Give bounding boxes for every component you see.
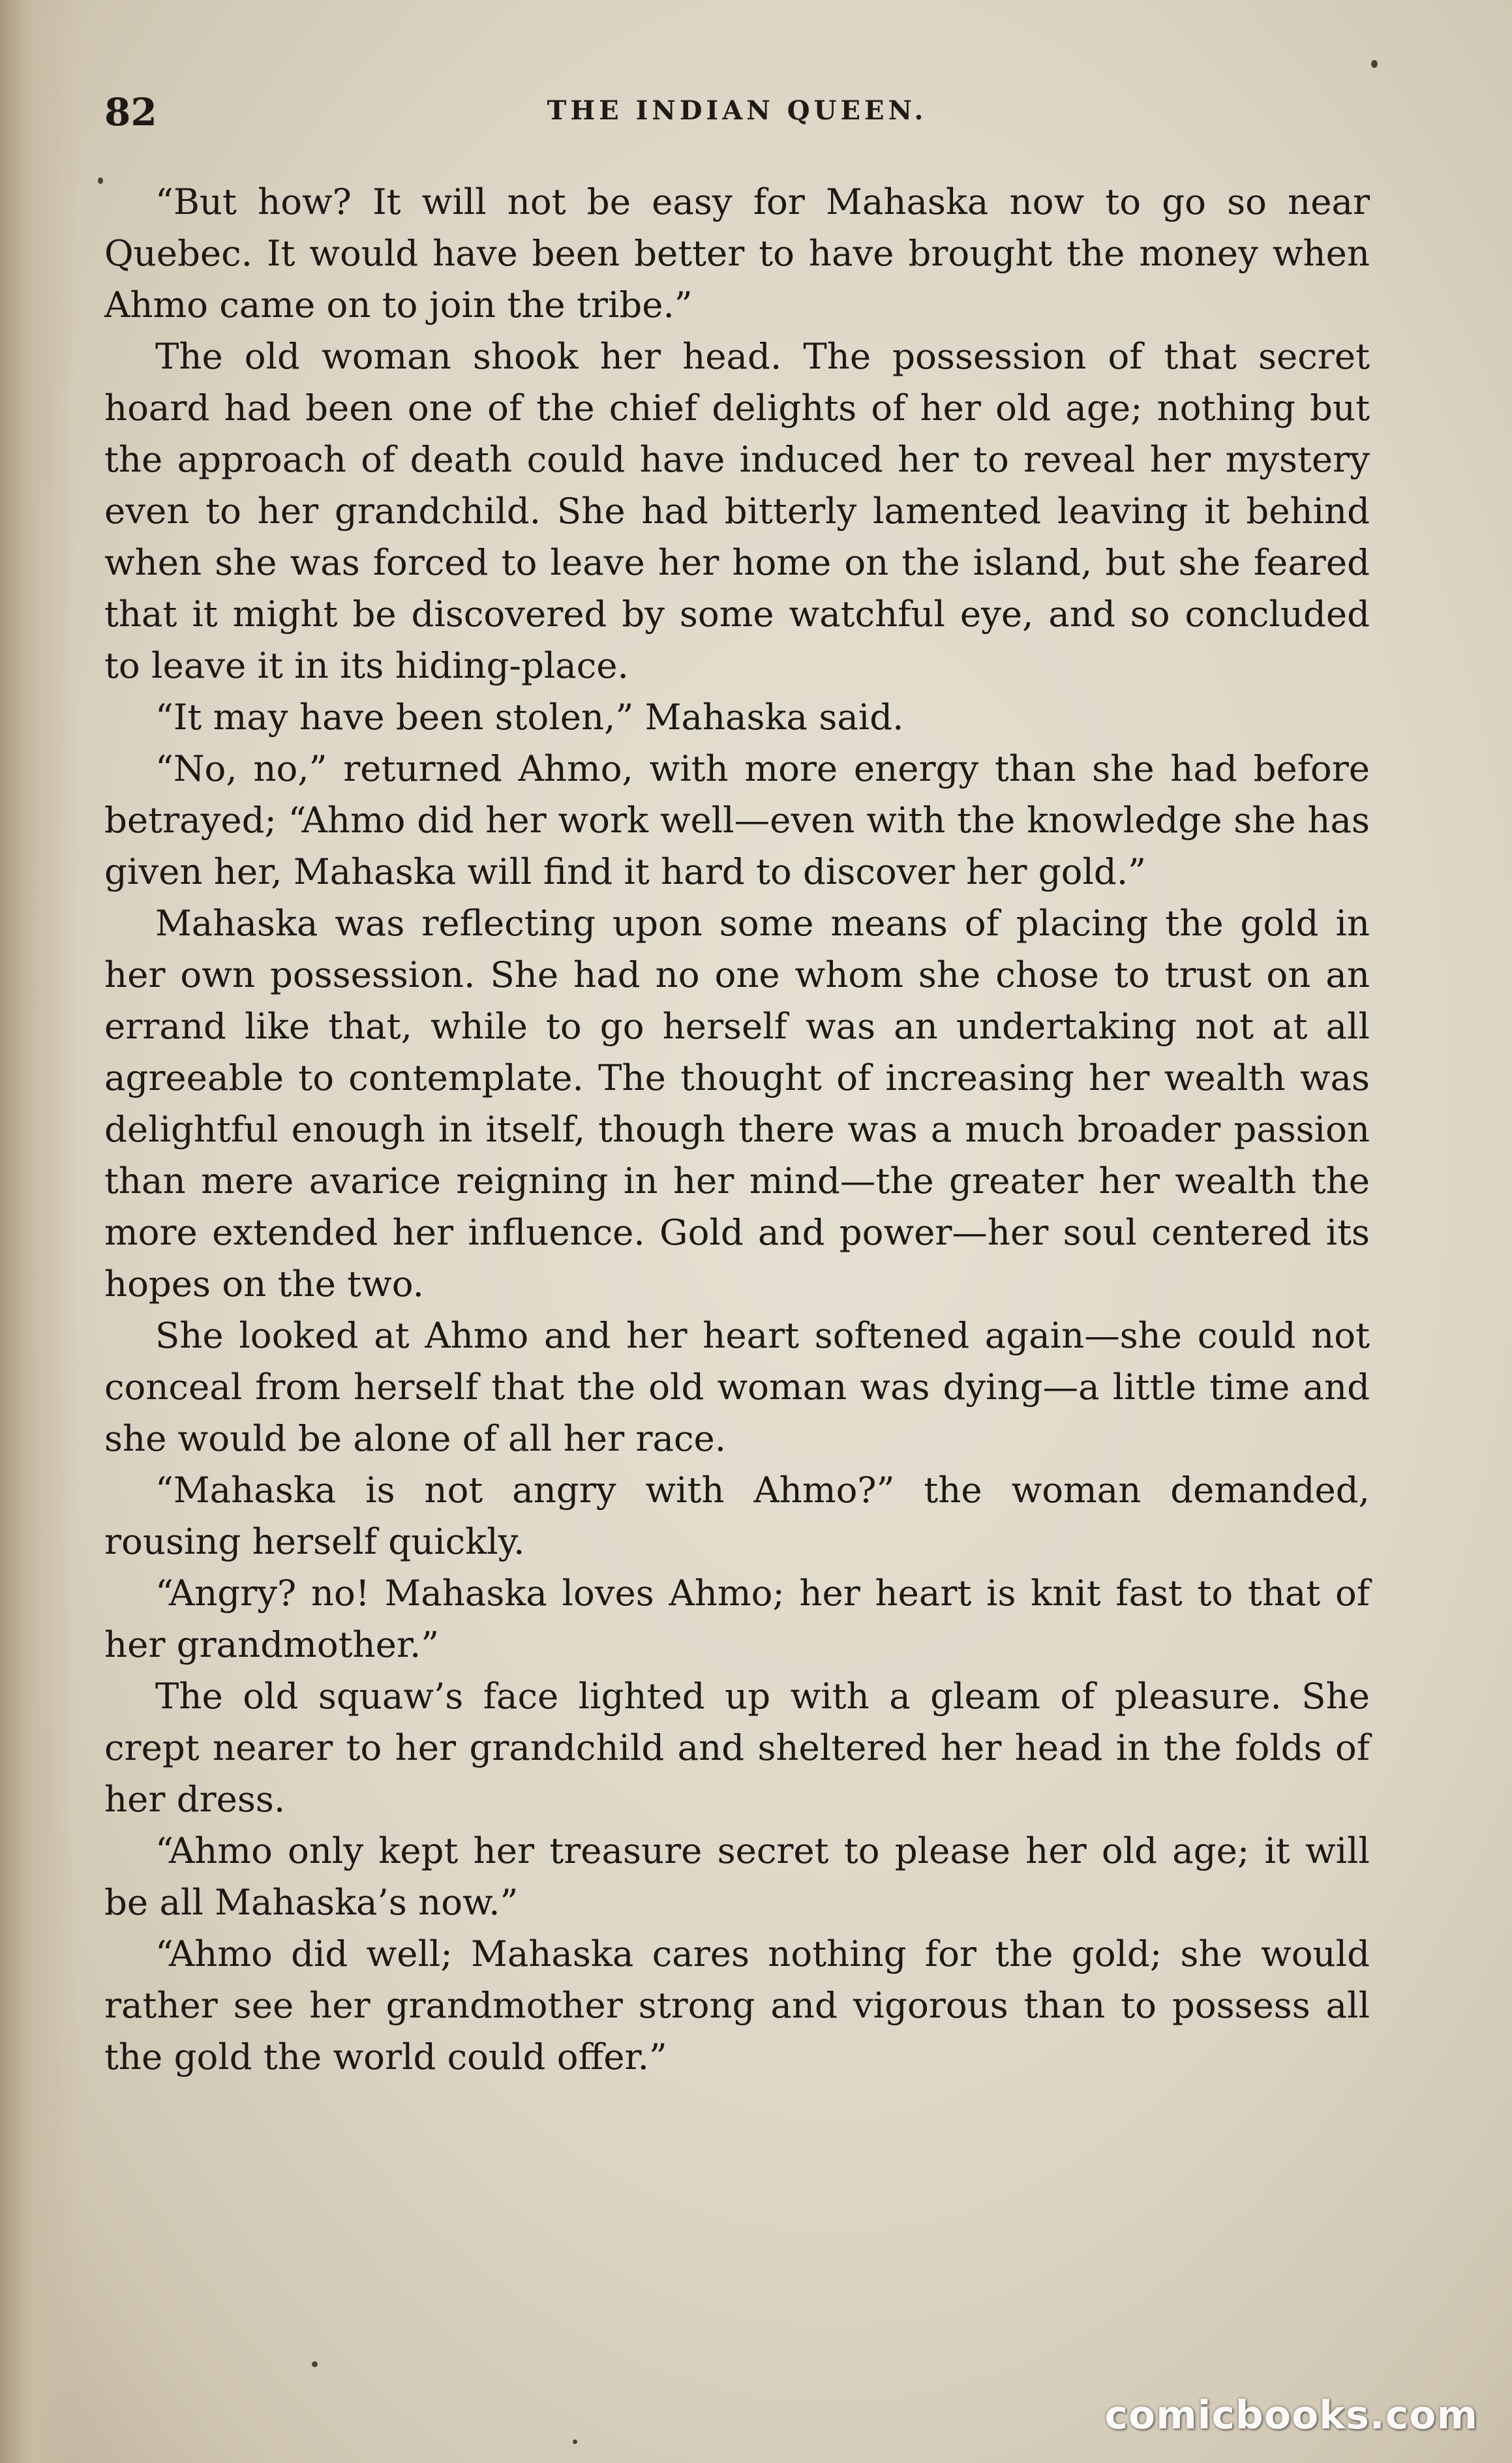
paragraph: Mahaska was reflecting upon some means of placing the gold in her own possession. She had no one whom she chose to trust on an errand like that, while to go herself was an undertaking not at all agreeable to contemplate. The thought of increasing her wealth was delightful enough in itself, though there was a much broader passion than mere avarice reigning in her mind—the greater her wealth the more extended her influence. Gold and power—her soul centered its hopes on the two. bbox=[104, 902, 1370, 1305]
paragraph: She looked at Ahmo and her heart softened again—she could not conceal from herself that the old woman was dying—a little time and she would be alone of all her race. bbox=[104, 1314, 1370, 1459]
paragraph: “Angry? no! Mahaska loves Ahmo; her heart is knit fast to that of her grandmother.” bbox=[104, 1572, 1370, 1665]
running-head: THE INDIAN QUEEN. bbox=[547, 95, 928, 126]
paragraph: The old squaw’s face lighted up with a gleam of pleasure. She crept nearer to her grandchild and sheltered her head in the folds of her dress. bbox=[104, 1675, 1370, 1820]
page-header bbox=[104, 78, 1370, 144]
paragraph: “Ahmo only kept her treasure secret to please her old age; it will be all Mahaska’s now.” bbox=[104, 1830, 1370, 1923]
body-text bbox=[104, 176, 1370, 2083]
page-number: 82 bbox=[104, 90, 157, 134]
paragraph: “It may have been stolen,” Mahaska said. bbox=[155, 696, 904, 738]
ink-speck bbox=[1371, 60, 1378, 68]
ink-speck bbox=[312, 2361, 318, 2367]
ink-speck bbox=[98, 177, 103, 184]
paragraph: “Mahaska is not angry with Ahmo?” the woman demanded, rousing herself quickly. bbox=[104, 1469, 1370, 1562]
gutter-shadow bbox=[0, 0, 78, 2463]
paragraph: “But how? It will not be easy for Mahaska now to go so near Quebec. It would have been better to have brought the money when Ahmo came on to join the tribe.” bbox=[104, 181, 1370, 325]
watermark: comicbooks.com bbox=[1104, 2393, 1478, 2438]
paragraph: The old woman shook her head. The possession of that secret hoard had been one of the chief delights of her old age; nothing but the approach of death could have induced her to reveal her mystery even to her grandchild. She had bitterly lamented leaving it behind when she was forced to leave her home on the island, but she feared that it might be discovered by some watchful eye, and so concluded to leave it in its hiding-place. bbox=[104, 335, 1370, 686]
paragraph: “No, no,” returned Ahmo, with more energy than she had before betrayed; “Ahmo did her work well—even with the knowledge she has given her, Mahaska will find it hard to discover her gold.” bbox=[104, 748, 1370, 892]
ink-speck bbox=[573, 2440, 577, 2444]
paragraph: “Ahmo did well; Mahaska cares nothing for the gold; she would rather see her grandmother strong and vigorous than to possess all the gold the world could offer.” bbox=[104, 1933, 1370, 2078]
